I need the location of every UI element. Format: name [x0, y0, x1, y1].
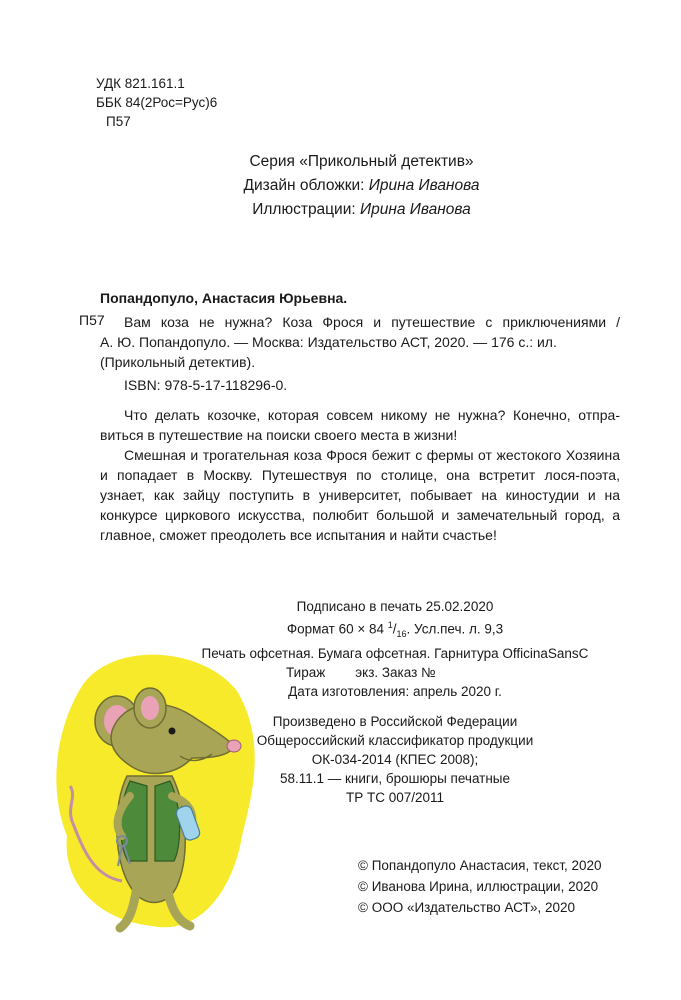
cover-designer-name: Ирина Иванова: [368, 177, 480, 194]
isbn: ISBN: 978-5-17-118296-0.: [124, 377, 288, 393]
copyright-publisher: © ООО «Издательство АСТ», 2020: [358, 900, 576, 915]
credits-block: [0, 150, 681, 222]
copyright-text: © Попандопуло Анастасия, текст, 2020: [358, 858, 602, 873]
bbk-code: ББК 84(2Рос=Рус)6: [96, 95, 218, 110]
classification-codes: [96, 74, 217, 131]
classifier-code: ОК-034-2014 (КПЕС 2008);: [311, 752, 479, 768]
format-line: Формат 60 × 84 $^1/_{16}$. Усл.печ. л. 9,3: [286, 620, 504, 640]
biblio-line-3: (Прикольный детектив).: [100, 354, 256, 370]
udk-code: УДК 821.161.1: [96, 76, 185, 91]
illustrator-name: Ирина Иванова: [360, 201, 471, 218]
copyright-block: [358, 855, 602, 918]
signed-date: Подписано в печать 25.02.2020: [296, 599, 494, 614]
annotation-paragraph-2: Смешная и трогательная коза Фрося бежит с фермы от жестокого Хозяина и попадает в Москву. Путешествуя по столице, она встретит лося-поэта, узнает, как зайцу поступить в университет, побывает на киностудии и на конкурсе циркового искусства, полюбит большой и замечательный город, а главное, сможет преодолеть все испытания и найти счастье!: [100, 447, 620, 543]
mouse-eye: [169, 728, 176, 735]
cover-design-credit: Дизайн обложки: Ирина Иванова: [243, 177, 480, 194]
annotation-paragraph-1: Что делать козочке, которая совсем никому не нужна? Конечно, отправиться в путешествие на поиски своего места в жизни!: [100, 407, 620, 443]
illustrations-credit: Иллюстрации: Ирина Иванова: [252, 201, 471, 218]
mouse-illustration: [52, 646, 262, 946]
author-heading: Попандопуло, Анастасия Юрьевна.: [100, 290, 348, 306]
product-type: 58.11.1 — книги, брошюры печатные: [279, 771, 511, 787]
biblio-line-1: Вам коза не нужна? Коза Фрося и путешествие с приключениями /: [124, 314, 620, 330]
made-in: Произведено в Российской Федерации: [272, 714, 518, 730]
tech-regulation: ТР ТС 007/2011: [345, 790, 445, 806]
copyright-illustrations: © Иванова Ирина, иллюстрации, 2020: [358, 879, 599, 894]
print-info: Печать офсетная. Бумага офсетная. Гарнитура OfficinaSansC: [201, 646, 589, 662]
annotation: [100, 405, 620, 545]
series-title: Серия «Прикольный детектив»: [249, 153, 474, 170]
mouse-nose: [227, 740, 241, 752]
mouse-ear-front-inner: [141, 696, 159, 720]
author-mark: П57: [106, 114, 131, 129]
bibliographic-record: [100, 312, 620, 372]
classifier: Общероссийский классификатор продукции: [256, 733, 534, 749]
production-date: Дата изготовления: апрель 2020 г.: [288, 684, 502, 700]
tirazh-line: Тираж экз. Заказ №: [286, 665, 436, 681]
record-author-mark: П57: [79, 312, 105, 328]
biblio-line-2: А. Ю. Попандопуло. — Москва: Издательство АСТ, 2020. — 176 с.: ил.: [100, 334, 557, 350]
